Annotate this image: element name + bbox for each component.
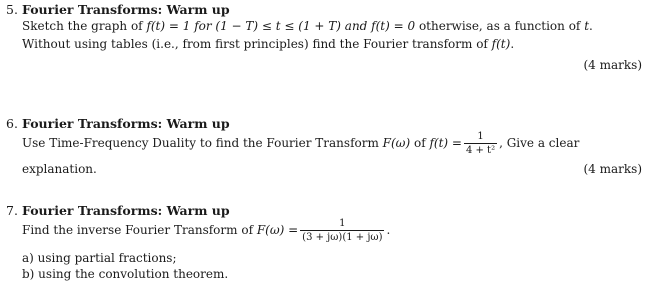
marks-label: (4 marks) bbox=[583, 162, 642, 176]
question-text-line bbox=[22, 131, 579, 156]
question-text-line bbox=[22, 19, 593, 33]
fraction bbox=[464, 131, 497, 156]
question-number: 5. bbox=[6, 2, 18, 17]
marks-label: (4 marks) bbox=[583, 58, 642, 72]
question-title: Fourier Transforms: Warm up bbox=[22, 2, 230, 17]
question-title: Fourier Transforms: Warm up bbox=[22, 116, 230, 131]
question-text-line bbox=[22, 218, 390, 243]
list-item: a) using partial fractions; bbox=[22, 251, 177, 265]
text-segment: . bbox=[510, 37, 515, 51]
math-expression: f(t) bbox=[491, 37, 511, 51]
text-segment: Without using tables (i.e., from first principles) find the Fourier transform of bbox=[22, 37, 492, 51]
fraction-denominator: (3 + jω)(1 + jω) bbox=[302, 232, 383, 243]
question-title: Fourier Transforms: Warm up bbox=[22, 203, 230, 218]
math-expression: F(ω) = bbox=[256, 223, 299, 237]
fraction-numerator: 1 bbox=[300, 218, 384, 231]
question-number: 7. bbox=[6, 203, 18, 218]
text-segment: , Give a clear bbox=[499, 136, 580, 150]
math-expression: f(t) = bbox=[429, 136, 462, 150]
math-expression: f(t) = 1 for (1 − T) ≤ t ≤ (1 + T) and f(t) = 0 bbox=[146, 19, 416, 33]
question-text-line bbox=[22, 162, 97, 176]
text-segment: explanation. bbox=[22, 162, 97, 176]
text-segment: Use Time-Frequency Duality to find the Fourier Transform bbox=[22, 136, 383, 150]
text-segment: Sketch the graph of bbox=[22, 19, 147, 33]
math-expression: F(ω) bbox=[382, 136, 411, 150]
question-text-line bbox=[22, 37, 514, 51]
text-segment: . bbox=[386, 223, 391, 237]
text-segment: . bbox=[589, 19, 593, 33]
text-segment: of bbox=[410, 136, 430, 150]
question-number: 6. bbox=[6, 116, 18, 131]
fraction-denominator: 4 + t² bbox=[465, 145, 496, 156]
text-segment: otherwise, as a function of bbox=[415, 19, 585, 33]
fraction bbox=[300, 218, 384, 243]
fraction-numerator: 1 bbox=[464, 131, 497, 144]
math-variable: t bbox=[584, 19, 590, 33]
text-segment: Find the inverse Fourier Transform of bbox=[22, 223, 257, 237]
list-item: b) using the convolution theorem. bbox=[22, 267, 229, 281]
